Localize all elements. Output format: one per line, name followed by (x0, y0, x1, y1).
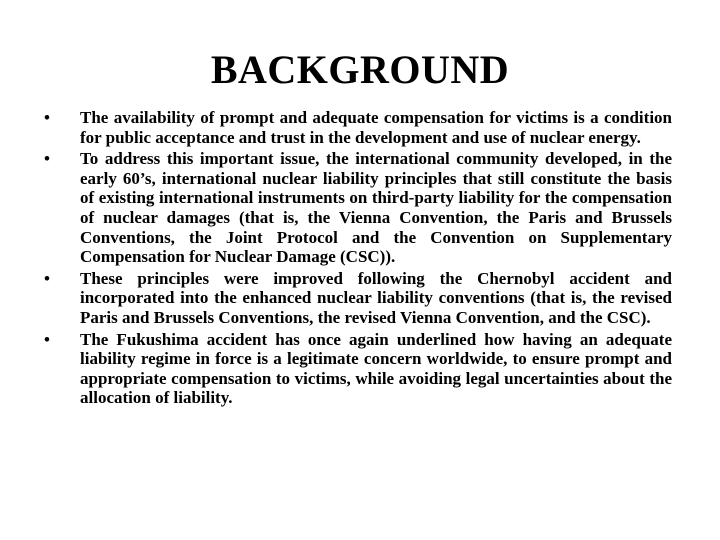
bullet-text: The availability of prompt and adequate compensation for victims is a condition for public acceptance and trust in the development and use of nuclear energy. (80, 108, 672, 147)
bullet-marker: • (44, 149, 50, 169)
bullet-text: These principles were improved following the Chernobyl accident and incorporated into the enhanced nuclear liability conventions (that is, the revised Paris and Brussels Conventions, the revised Vienna Convention, and the CSC). (80, 268, 672, 327)
slide-title: BACKGROUND (210, 47, 510, 92)
bullet-item (44, 269, 672, 328)
bullet-text: To address this important issue, the international community developed, in the early 60’s, international nuclear liability principles that still constitute the basis of existing international instruments on third-party liability for the compensation of nuclear damages (that is, the Vienna Convention, the Paris and Brussels Conventions, the Joint Protocol and the Convention on Supplementary Compensation for Nuclear Damage (CSC)). (80, 149, 672, 267)
bullet-text: The Fukushima accident has once again underlined how having an adequate liability regime in force is a legitimate concern worldwide, to ensure prompt and appropriate compensation to victims, while avoiding legal uncertainties about the allocation of liability. (80, 329, 672, 408)
bullet-marker: • (44, 329, 50, 349)
bullet-item (44, 330, 672, 408)
bullet-list (44, 108, 672, 410)
bullet-item (44, 108, 672, 147)
bullet-item (44, 149, 672, 267)
bullet-marker: • (44, 108, 50, 127)
bullet-marker: • (44, 268, 50, 288)
